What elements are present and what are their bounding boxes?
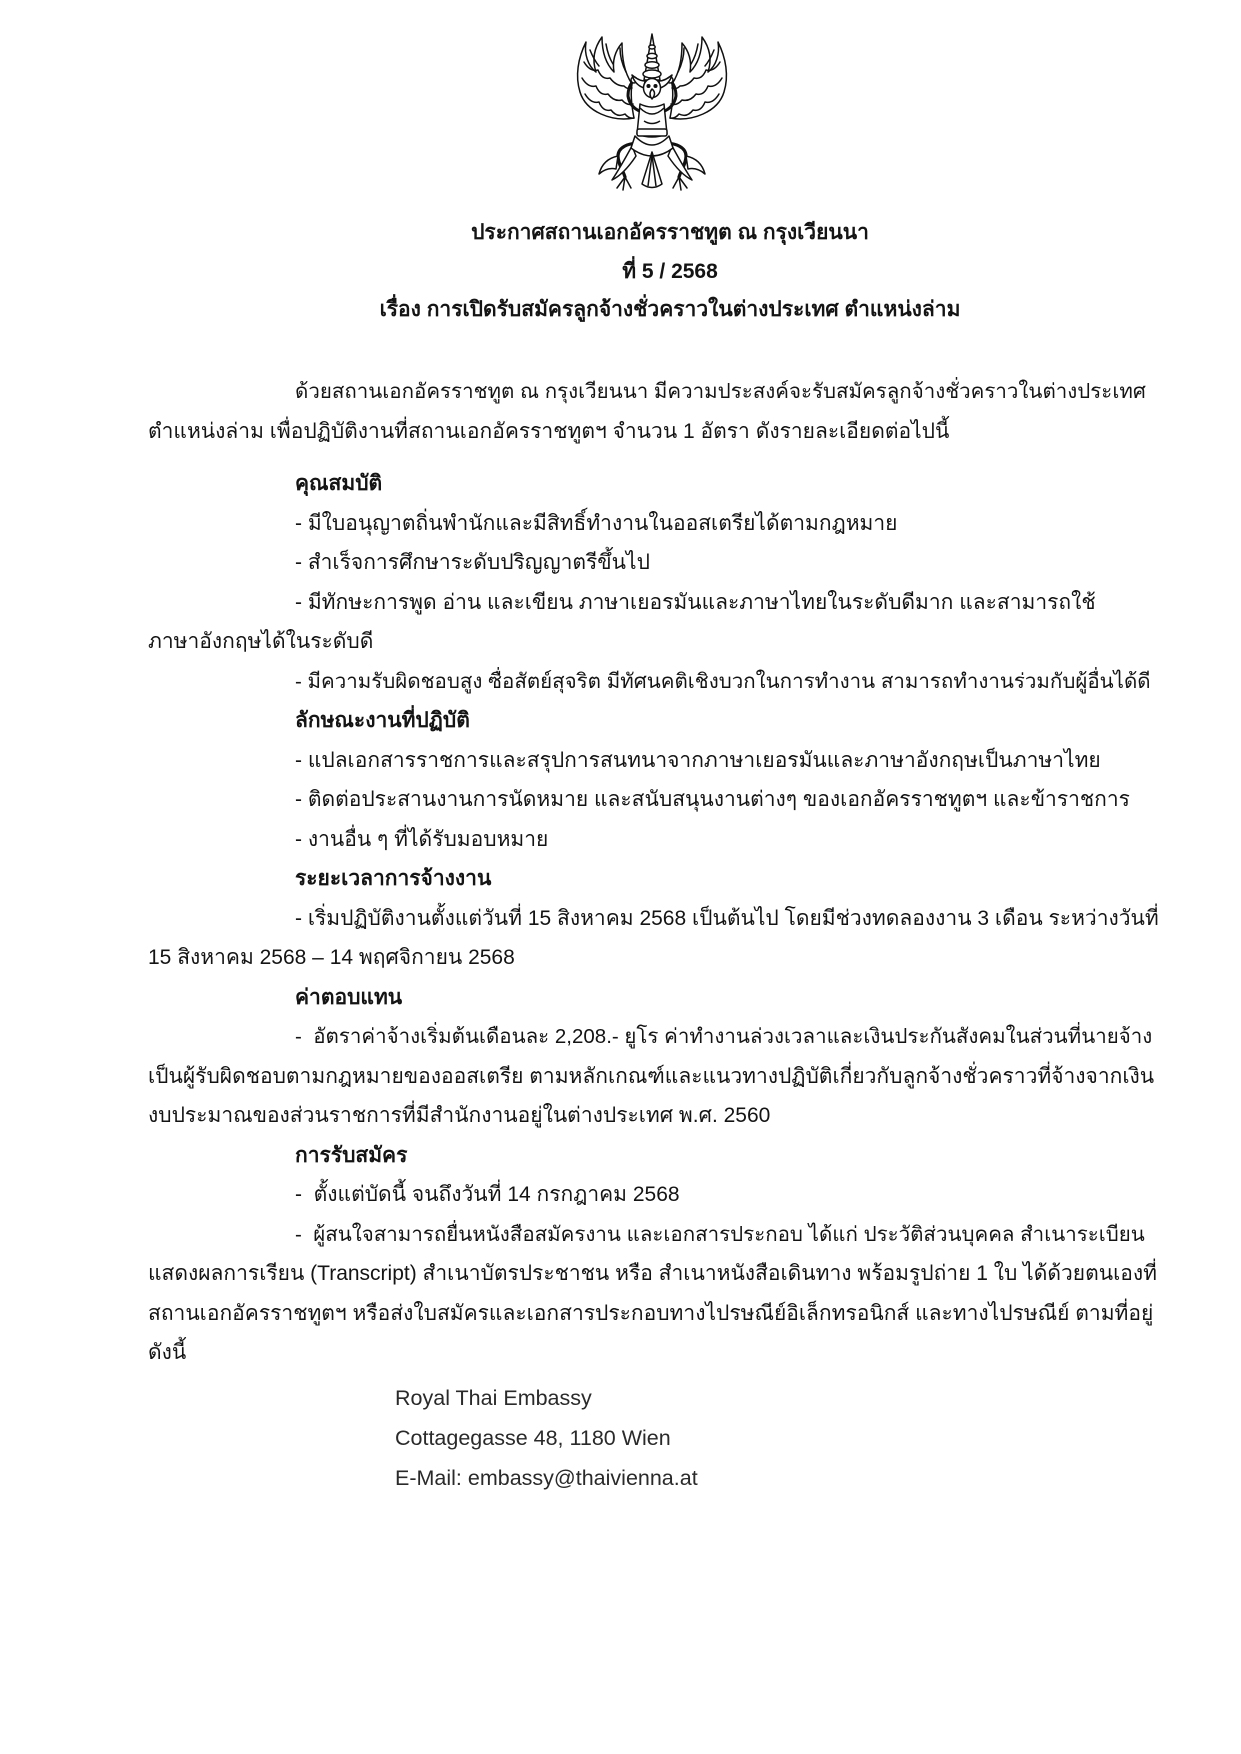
embassy-street-address: Cottagegasse 48, 1180 Wien (395, 1425, 671, 1450)
application-item (148, 1175, 1160, 1215)
garuda-beak (650, 89, 655, 99)
garuda-crown-tier (643, 70, 661, 78)
email-address: embassy@thaivienna.at (467, 1465, 698, 1490)
employment-period-section (148, 859, 1160, 978)
email-label: E-Mail: (395, 1465, 462, 1490)
qualification-item (148, 583, 1160, 662)
duties-section (148, 701, 1160, 859)
employment-period-item (148, 899, 1160, 978)
garuda-crown-tier (647, 53, 657, 58)
intro-line: ตำแหน่งล่าม เพื่อปฏิบัติงานที่สถานเอกอัครราชทูตฯ จำนวน 1 อัตรา ดังรายละเอียดต่อไปนี้ (148, 419, 950, 443)
item-line: - มีความรับผิดชอบสูง ซื่อสัตย์สุจริต มีทัศนคติเชิงบวกในการทำงาน สามารถทำงานร่วมกับผู้อื่นได้ดี (295, 669, 1151, 693)
item-line: เป็นผู้รับผิดชอบตามกฎหมายของออสเตรีย ตามหลักเกณฑ์และแนวทางปฏิบัติเกี่ยวกับลูกจ้างชั่วคราวที่จ้างจากเงิน (148, 1064, 1155, 1088)
qualifications-heading: คุณสมบัติ (295, 472, 383, 495)
garuda-emblem (572, 28, 732, 193)
garuda-left-half (578, 37, 645, 190)
qualification-item (148, 543, 1160, 583)
garuda-right-half (659, 37, 726, 190)
announcement-title: ประกาศสถานเอกอัครราชทูต ณ กรุงเวียนนา (471, 221, 869, 244)
item-line: งบประมาณของส่วนราชการที่มีสำนักงานอยู่ในต่างประเทศ พ.ศ. 2560 (148, 1104, 771, 1127)
duty-item (148, 820, 1160, 860)
garuda-belt (637, 129, 667, 136)
compensation-item (148, 1017, 1160, 1136)
item-line: - ผู้สนใจสามารถยื่นหนังสือสมัครงาน และเอกสารประกอบ ได้แก่ ประวัติส่วนบุคคล สำเนาระเบียน (295, 1222, 1145, 1246)
item-line: - สำเร็จการศึกษาระดับปริญญาตรีขึ้นไป (295, 551, 650, 574)
garuda-eye (654, 85, 657, 88)
qualification-item (148, 504, 1160, 544)
announcement-number: ที่ 5 / 2568 (622, 259, 718, 283)
announcement-body (148, 372, 1160, 1498)
announcement-subject: เรื่อง การเปิดรับสมัครลูกจ้างชั่วคราวในต่างประเทศ ตำแหน่งล่าม (379, 298, 961, 321)
compensation-heading: ค่าตอบแทน (295, 985, 403, 1009)
employment-period-heading: ระยะเวลาการจ้างงาน (295, 867, 492, 890)
item-line: - ตั้งแต่บัดนี้ จนถึงวันที่ 14 กรกฎาคม 2568 (295, 1183, 680, 1206)
application-item (148, 1215, 1160, 1373)
item-line: ดังนี้ (148, 1341, 187, 1364)
item-line: - เริ่มปฏิบัติงานตั้งแต่วันที่ 15 สิงหาคม 2568 เป็นต้นไป โดยมีช่วงทดลองงาน 3 เดือน ระหว่างวันที่ (295, 906, 1159, 930)
item-line: - แปลเอกสารราชการและสรุปการสนทนาจากภาษาเยอรมันและภาษาอังกฤษเป็นภาษาไทย (295, 748, 1101, 772)
item-line: 15 สิงหาคม 2568 – 14 พฤศจิกายน 2568 (148, 946, 515, 969)
garuda-eye (647, 85, 650, 88)
embassy-email-line (148, 1458, 1160, 1498)
garuda-crown-tier (649, 45, 655, 49)
item-line: - ติดต่อประสานงานการนัดหมาย และสนับสนุนงานต่างๆ ของเอกอัครราชทูตฯ และข้าราชการ (295, 788, 1130, 811)
garuda-crown-tier (645, 62, 659, 68)
compensation-section (148, 978, 1160, 1136)
qualifications-section (148, 464, 1160, 701)
announcement-header (148, 214, 1192, 330)
embassy-address (148, 1378, 1160, 1498)
qualification-item (148, 662, 1160, 702)
item-line: - งานอื่น ๆ ที่ได้รับมอบหมาย (295, 827, 549, 851)
duty-item (148, 780, 1160, 820)
item-line: แสดงผลการเรียน (Transcript) สำเนาบัตรประชาชน หรือ สำเนาหนังสือเดินทาง พร้อมรูปถ่าย 1 ใบ ได้ด้วยตนเองที่ (148, 1262, 1157, 1285)
item-line: - อัตราค่าจ้างเริ่มต้นเดือนละ 2,208.- ยูโร ค่าทำงานล่วงเวลาและเงินประกันสังคมในส่วนที่นายจ้าง (295, 1025, 1153, 1048)
application-section (148, 1136, 1160, 1373)
duty-item (148, 741, 1160, 781)
application-heading: การรับสมัคร (295, 1143, 408, 1167)
item-line: - มีทักษะการพูด อ่าน และเขียน ภาษาเยอรมันและภาษาไทยในระดับดีมาก และสามารถใช้ (295, 590, 1096, 614)
intro-line: ด้วยสถานเอกอัครราชทูต ณ กรุงเวียนนา มีความประสงค์จะรับสมัครลูกจ้างชั่วคราวในต่างประเทศ (295, 380, 1146, 403)
embassy-name: Royal Thai Embassy (395, 1385, 592, 1410)
duties-heading: ลักษณะงานที่ปฏิบัติ (295, 709, 470, 732)
intro-paragraph (148, 372, 1160, 451)
item-line: สถานเอกอัครราชทูตฯ หรือส่งใบสมัครและเอกสารประกอบทางไปรษณีย์อิเล็กทรอนิกส์ และทางไปรษณีย์ ตามที่อยู่ (148, 1301, 1154, 1325)
item-line: ภาษาอังกฤษได้ในระดับดี (148, 630, 374, 653)
item-line: - มีใบอนุญาตถิ่นพำนักและมีสิทธิ์ทำงานในออสเตรียได้ตามกฎหมาย (295, 511, 898, 535)
